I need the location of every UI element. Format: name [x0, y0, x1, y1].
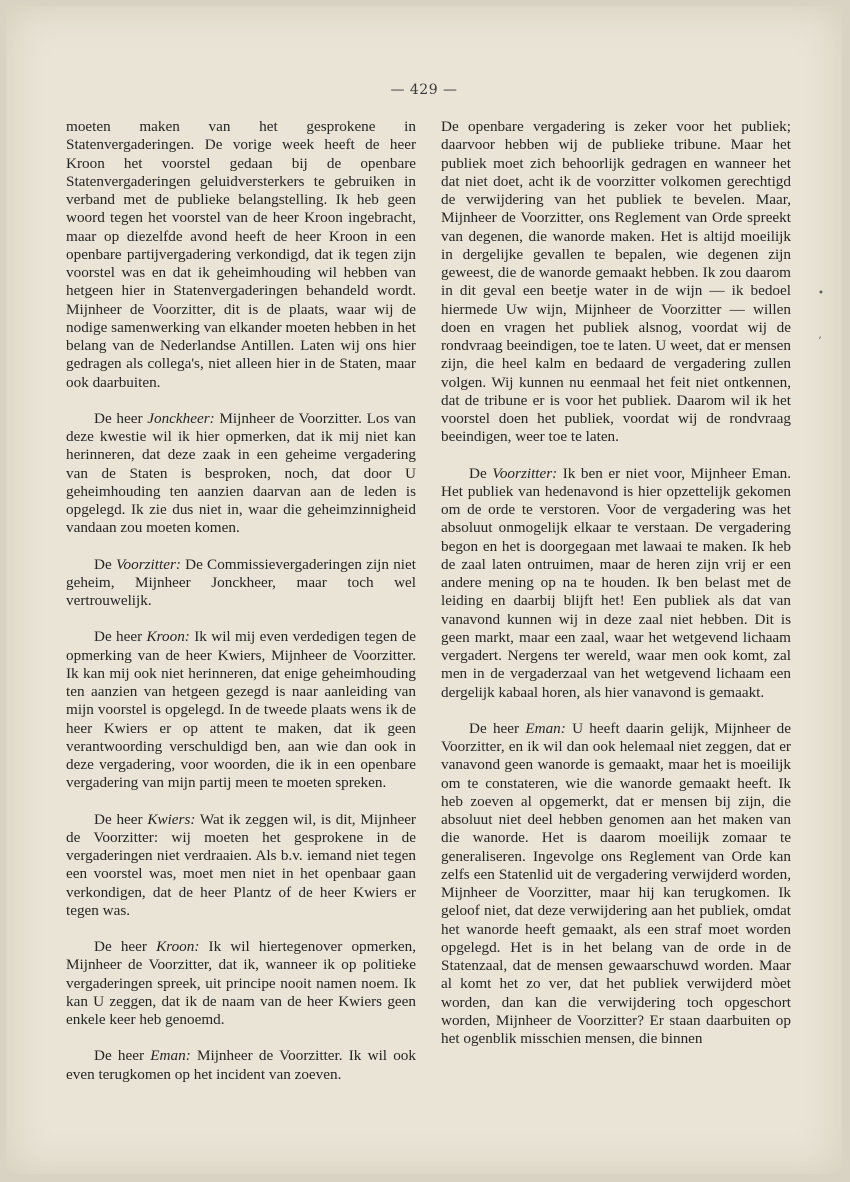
speaker-name: Kwiers:	[147, 810, 196, 828]
paragraph-text: Ik wil hiertegenover opmerken, Mijnheer de Voorzitter, dat ik, wanneer ik op politieke vergaderingen spreek, uit principe nooit namen noem. Ik kan U zeggen, dat ik de naam van de heer Kwiers geen enkele keer heb genoemd.	[66, 938, 416, 1028]
paragraph	[66, 410, 416, 538]
speaker-name: Voorzitter:	[492, 464, 558, 482]
speaker-name: Kroon:	[156, 938, 200, 955]
margin-mark: ʼ	[818, 336, 822, 347]
speaker-prefix: De heer	[94, 938, 157, 955]
paragraph	[66, 118, 416, 392]
speaker-name: Eman:	[150, 1047, 191, 1065]
paragraph-text: De Commissievergaderingen zijn niet geheim, Mijnheer Jonckheer, maar toch wel vertrouwelijk.	[66, 555, 416, 609]
document-page	[6, 6, 842, 1174]
paragraph	[66, 1047, 416, 1084]
left-column	[66, 118, 416, 1102]
paragraph-text: Wat ik zeggen wil, is dit, Mijnheer de Voorzitter: wij moeten het gesprokene in de vergaderingen niet verdraaien. Als b.v. iemand niet tegen een voorstel was, moet men niet in het openbaar gaan verkondigen, dat de heer Plantz of de heer Kwiers er tegen was.	[66, 810, 416, 919]
speaker-prefix: De	[94, 555, 116, 573]
speaker-name: Kroon:	[146, 628, 190, 646]
speaker-prefix: De heer	[94, 1047, 151, 1065]
paragraph-text: Ik ben er niet voor, Mijnheer Eman. Het publiek van hedenavond is hier opzettelijk gekomen om de orde te verstoren. Voor de vergadering was het absoluut onmogelijk elkaar te verstaan. De vergadering begon en het is doorgegaan met lawaai te maken. Ik heb de zaal laten ontruimen, maar de heren zijn vrij er een andere mening op na te houden. Ik ben belast met de leiding en daarbij blijft het! Een publiek als dat van vanavond kunnen wij in deze zaal niet hebben. Dit is geen markt, maar een zaal, waar het wetgevend lichaam vergadert. Nergens ter wereld, waar men ook komt, zal men in de vergaderzaal van het wetgevend lichaam een dergelijk kabaal horen, als hier vanavond is gemaakt.	[441, 464, 791, 701]
paragraph	[441, 118, 791, 447]
paragraph-text: Ik wil mij even verdedigen tegen de opmerking van de heer Kwiers, Mijnheer de Voorzitter. Ik kan mij ook niet herinneren, dat enige geheimhouding ten aanzien van hetgeen gezegd is naar aanleiding van mijn voorstel is opgelegd. In de tweede plaats wens ik de heer Kwiers er op attent te maken, dat ik geen verantwoording verschuldigd ben, aan wie dan ook in deze vergadering, voor woorden, die ik in een openbare vergadering van mijn partij meen te moeten spreken.	[66, 628, 416, 792]
paragraph-text: De openbare vergadering is zeker voor het publiek; daarvoor hebben wij de publieke tribune. Maar het publiek moet zich behoorlijk gedragen en wanneer het dat niet doet, acht ik de voorzitter volkomen gerechtigd de verwijdering van het publiek te bevelen. Maar, Mijnheer de Voorzitter, ons Reglement van Orde spreekt van degenen, die wanorde maken. Het is altijd moeilijk in dergelijke gevallen te bepalen, wie degenen zijn geweest, die de wanorde gemaakt hebben. Ik zou daarom in dit geval een beetje water in de wijn — ik bedoel hiermede Uw wijn, Mijnheer de Voorzitter — willen doen en vragen het publiek alsnog, voordat wij de rondvraag beeindigen, toe te laten. U weet, dat er mensen zijn, die heel kalm en bedaard de vergadering zullen volgen. Wij kunnen nu eenmaal het feit niet ontkennen, dat de tribune er is voor het publiek. Daarom wil ik het voorstel doen het publiek, voordat wij de rondvraag beeindigen, weer toe te laten.	[441, 118, 791, 446]
paragraph-text: moeten maken van het gesprokene in Statenvergaderingen. De vorige week heeft de heer Kroon het voorstel gedaan bij de openbare Statenvergaderingen geluidversterkers te gebruiken in verband met de publieke belangstelling. Ik heb geen woord tegen het voorstel van de heer Kroon ingebracht, maar op diezelfde avond heeft de heer Kroon in een openbare partijvergadering verkondigd, dat ik tegen zijn voorstel was en dat ik geheimhouding wil hebben van hetgeen hier in Statenvergaderingen behandeld wordt. Mijnheer de Voorzitter, dit is de plaats, waar wij de nodige samenwerking van elkander moeten hebben in het belang van de Nederlandse Antillen. Laten wij ons hier gedragen als collega's, niet alleen hier in de Staten, maar ook daarbuiten.	[66, 118, 416, 391]
paragraph	[66, 556, 416, 611]
right-column	[441, 118, 791, 1066]
margin-mark: •	[818, 288, 824, 299]
paragraph-text: U heeft daarin gelijk, Mijnheer de Voorzitter, en ik wil dan ook helemaal niet zeggen, dat er vanavond geen wanorde is gemaakt, maar het is moeilijk om te constateren, wie die wanorde gemaakt heeft. Ik heb zoeven al opgemerkt, dat er mensen bij zijn, die absoluut niet deel hebben genomen aan het maken van die wanorde. Het is daarom moeilijk zomaar te generaliseren. Ingevolge ons Reglement van Orde kan zelfs een Statenlid uit de vergadering verwijderd worden, Mijnheer de Voorzitter, maar hij kan terugkomen. Ik geloof niet, dat deze verwijdering aan het publiek, omdat het wanorde heeft gemaakt, als een straf moet worden opgelegd. Het is in het belang van de orde in de Statenzaal, dat de mensen gewaarschuwd worden. Maar al komt het zo ver, dat het publiek verwijderd mòet worden, dan kan die verwijdering toch opgeschort worden, Mijnheer de Voorzitter? Er staan daarbuiten op het ogenblik misschien mensen, die binnen	[441, 719, 791, 1047]
paragraph	[66, 628, 416, 792]
speaker-prefix: De	[469, 464, 493, 482]
paragraph	[66, 811, 416, 921]
paragraph-text: Mijnheer de Voorzitter. Ik wil ook even terugkomen op het incident van zoeven.	[66, 1047, 416, 1083]
paragraph	[441, 720, 791, 1049]
speaker-prefix: De heer	[94, 810, 148, 828]
page-number: — 429 —	[390, 82, 458, 98]
speaker-prefix: De heer	[94, 409, 148, 427]
paragraph	[441, 465, 791, 702]
speaker-prefix: De heer	[469, 719, 526, 737]
speaker-name: Eman:	[525, 719, 566, 737]
speaker-name: Jonckheer:	[147, 409, 215, 427]
speaker-name: Voorzitter:	[115, 555, 181, 573]
paragraph-text: Mijnheer de Voorzitter. Los van deze kwestie wil ik hier opmerken, dat ik mij niet kan herinneren, dat deze zaak in een geheime vergadering van de Staten is besproken, noch, dat door U geheimhouding ten aanzien daarvan aan de leden is opgelegd. Ik zie dus niet in, waar die geheimzinnigheid vandaan zou moeten komen.	[66, 409, 417, 537]
speaker-prefix: De heer	[94, 628, 147, 646]
paragraph	[66, 938, 416, 1029]
